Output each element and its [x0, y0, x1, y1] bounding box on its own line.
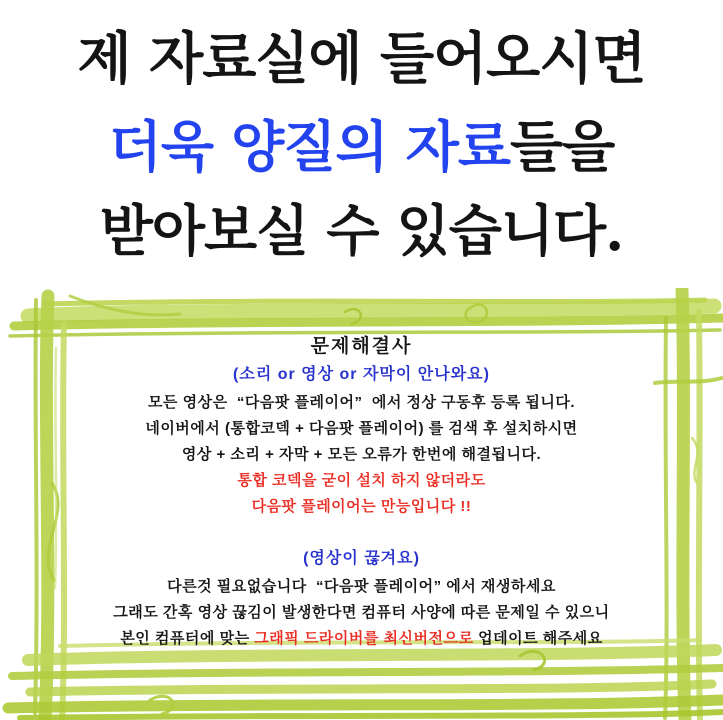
section2-heading: (영상이 끊겨요) [303, 550, 420, 567]
intro-line-1: 제 자료실에 들어오시면 [77, 26, 646, 92]
section1-line: 모든 영상은 “다음팟 플레이어” 에서 정상 구동후 등록 됩니다. [147, 394, 576, 411]
section1-line: 네이버에서 (통합코덱 + 다음팟 플레이어) 를 검색 후 설치하시면 [145, 420, 578, 437]
section1-warning-line: 통합 코덱을 굳이 설치 하지 않더라도 [237, 472, 486, 489]
last-line-suffix: 업데이트 해주세요 [473, 630, 603, 647]
intro-line-2-highlight: 더욱 양질의 자료 [108, 114, 510, 179]
section2-last-line [28, 626, 695, 652]
section1-warning-line: 다음팟 플레이어는 만능입니다 !! [251, 498, 472, 515]
intro-text [0, 14, 723, 264]
section2-line: 그래도 간혹 영상 끊김이 발생한다면 컴퓨터 사양에 따른 문제일 수 있으니 [113, 604, 610, 621]
section1-heading: (소리 or 영상 or 자막이 안나와요) [233, 366, 490, 383]
intro-line-2 [0, 114, 723, 180]
section1-line: 영상 + 소리 + 자막 + 모든 오류가 한번에 해결됩니다. [181, 446, 542, 463]
last-line-prefix: 본인 컴퓨터에 맞는 [120, 630, 255, 647]
sketch-frame-top-edge [10, 296, 722, 336]
last-line-highlight: 그래픽 드라이버를 최신버전으로 [254, 630, 474, 647]
section-gap [28, 520, 695, 544]
section2-line: 다른것 필요없습니다 “다음팟 플레이어” 에서 재생하세요 [167, 578, 556, 595]
notice-box [28, 334, 695, 652]
notice-title: 문제해결사 [310, 336, 413, 357]
intro-line-3: 받아보실 수 있습니다. [99, 198, 624, 263]
intro-line-2-rest: 들을 [509, 114, 615, 179]
